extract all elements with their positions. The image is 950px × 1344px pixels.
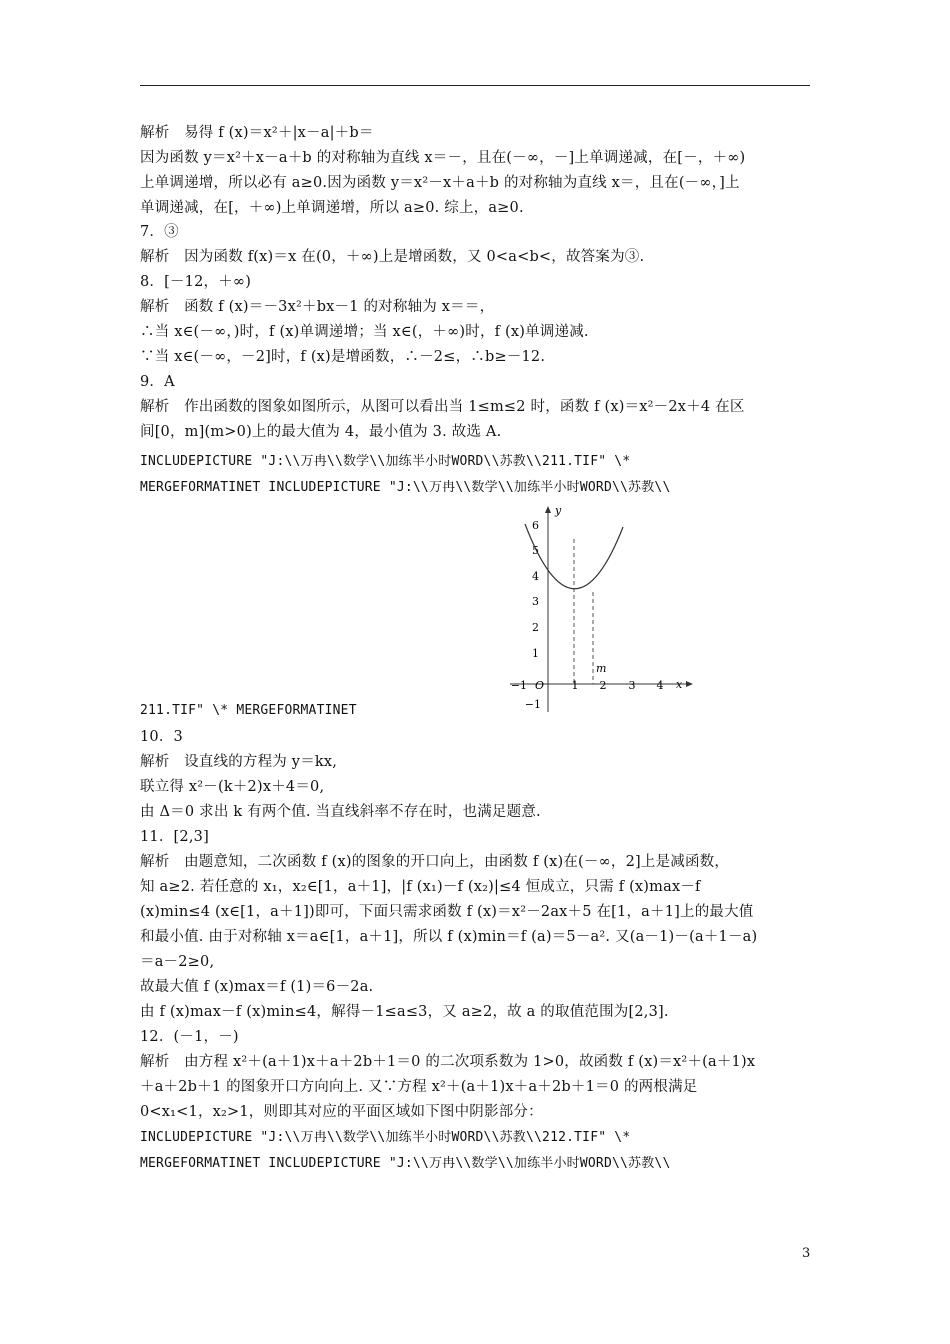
text-line: 上单调递增，所以必有 a≥0.因为函数 y＝x²－x＋a＋b 的对称轴为直线 x＝，且在(－∞，]上 xyxy=(140,175,740,191)
text-line: 故最大值 f (x)max＝f (1)＝6－2a. xyxy=(140,979,374,995)
text-line: 9．A xyxy=(140,374,175,390)
text-line: 12．(－1，－) xyxy=(140,1029,239,1045)
text-line: ∴当 x∈(－∞，)时，f (x)单调递增；当 x∈(，＋∞)时，f (x)单调递减. xyxy=(140,324,589,340)
text-line: 解析 设直线的方程为 y＝kx, xyxy=(140,754,338,770)
header-rule xyxy=(140,85,810,86)
text-line: 知 a≥2. 若任意的 x₁，x₂∈[1，a＋1]，|f (x₁)－f (x₂)|≤4 恒成立，只需 f (x)max－f xyxy=(140,879,701,895)
y-tick-label: 5 xyxy=(532,544,539,557)
x-axis-label: x xyxy=(676,678,683,691)
y-tick-label: 3 xyxy=(532,595,539,608)
m-label: m xyxy=(596,662,607,675)
field-code-line: 211.TIF" \* MERGEFORMATINET xyxy=(140,703,357,718)
text-line: 和最小值. 由于对称轴 x＝a∈[1，a＋1]，所以 f (x)min＝f (a)＝5－a². 又(a－1)－(a＋1－a) xyxy=(140,929,758,945)
text-line: 解析 由题意知，二次函数 f (x)的图象的开口向上，由函数 f (x)在(－∞，2]上是减函数， xyxy=(140,854,730,870)
field-code-line: INCLUDEPICTURE "J:\\万冉\\数学\\加练半小时WORD\\苏教\\212.TIF" \* xyxy=(140,1130,631,1145)
text-line: 因为函数 y＝x²＋x－a＋b 的对称轴为直线 x＝－，且在(－∞，－]上单调递减，在[－，＋∞) xyxy=(140,150,746,166)
y-tick-label: 2 xyxy=(532,621,539,634)
y-tick-label: 6 xyxy=(532,519,539,532)
y-tick-label: −1 xyxy=(524,698,541,711)
y-tick-label: 4 xyxy=(532,570,539,583)
text-line: ∵当 x∈(－∞，－2]时，f (x)是增函数，∴－2≤，∴b≥－12. xyxy=(140,349,546,365)
field-code-line: MERGEFORMATINET INCLUDEPICTURE "J:\\万冉\\数学\\加练半小时WORD\\苏教\\ xyxy=(140,1156,671,1171)
field-code-line: MERGEFORMATINET INCLUDEPICTURE "J:\\万冉\\数学\\加练半小时WORD\\苏教\\ xyxy=(140,480,671,495)
text-line: 解析 作出函数的图象如图所示，从图可以看出当 1≤m≤2 时，函数 f (x)＝x²－2x＋4 在区 xyxy=(140,399,745,415)
text-line: 7．③ xyxy=(140,224,179,240)
text-line: 单调递减，在[，＋∞)上单调递增，所以 a≥0. 综上，a≥0. xyxy=(140,200,524,216)
text-line: 由 f (x)max－f (x)min≤4，解得－1≤a≤3，又 a≥2，故 a 的取值范围为[2,3]. xyxy=(140,1004,669,1020)
text-line: 由 Δ＝0 求出 k 有两个值. 当直线斜率不存在时，也满足题意. xyxy=(140,804,541,820)
field-code-line: INCLUDEPICTURE "J:\\万冉\\数学\\加练半小时WORD\\苏教\\211.TIF" \* xyxy=(140,454,631,469)
origin-label: O xyxy=(535,679,545,692)
text-line: 解析 函数 f (x)＝－3x²＋bx－1 的对称轴为 x＝＝， xyxy=(140,299,495,315)
x-tick-label: 1 xyxy=(571,679,579,692)
text-line: 间[0，m](m>0)上的最大值为 4，最小值为 3. 故选 A. xyxy=(140,424,502,440)
text-line: 解析 由方程 x²＋(a＋1)x＋a＋2b＋1＝0 的二次项系数为 1>0，故函数 f (x)＝x²＋(a＋1)x xyxy=(140,1054,756,1070)
text-line: 解析 因为函数 f(x)＝x 在(0，＋∞)上是增函数，又 0<a<b<，故答案为③. xyxy=(140,249,645,265)
y-axis-arrow xyxy=(545,506,551,513)
y-axis-label: y xyxy=(555,504,562,517)
text-line: 联立得 x²－(k＋2)x＋4＝0, xyxy=(140,779,325,795)
page-number: 3 xyxy=(802,1246,811,1261)
x-tick-label: 2 xyxy=(599,679,607,692)
y-tick-label: 1 xyxy=(532,647,539,660)
text-line: ＝a－2≥0, xyxy=(140,954,215,970)
text-line: (x)min≤4 (x∈[1，a＋1])即可，下面只需求函数 f (x)＝x²－2ax＋5 在[1，a＋1]上的最大值 xyxy=(140,904,754,920)
text-line: 10．3 xyxy=(140,729,183,745)
text-line: 11．[2,3] xyxy=(140,829,209,845)
x-tick-label: −1 xyxy=(510,679,527,692)
text-line: ＋a＋2b＋1 的图象开口方向向上. 又∵方程 x²＋(a＋1)x＋a＋2b＋1＝0 的两根满足 xyxy=(140,1079,698,1095)
x-axis-arrow xyxy=(686,681,693,687)
x-tick-label: 4 xyxy=(656,679,664,692)
text-line: 8．[－12，＋∞) xyxy=(140,274,252,290)
text-line: 0<x₁<1，x₂>1，则即其对应的平面区域如下图中阴影部分： xyxy=(140,1104,543,1120)
parabola-graph xyxy=(505,502,695,717)
text-line: 解析 易得 f (x)＝x²＋|x－a|＋b＝ xyxy=(140,125,374,141)
x-tick-label: 3 xyxy=(628,679,636,692)
